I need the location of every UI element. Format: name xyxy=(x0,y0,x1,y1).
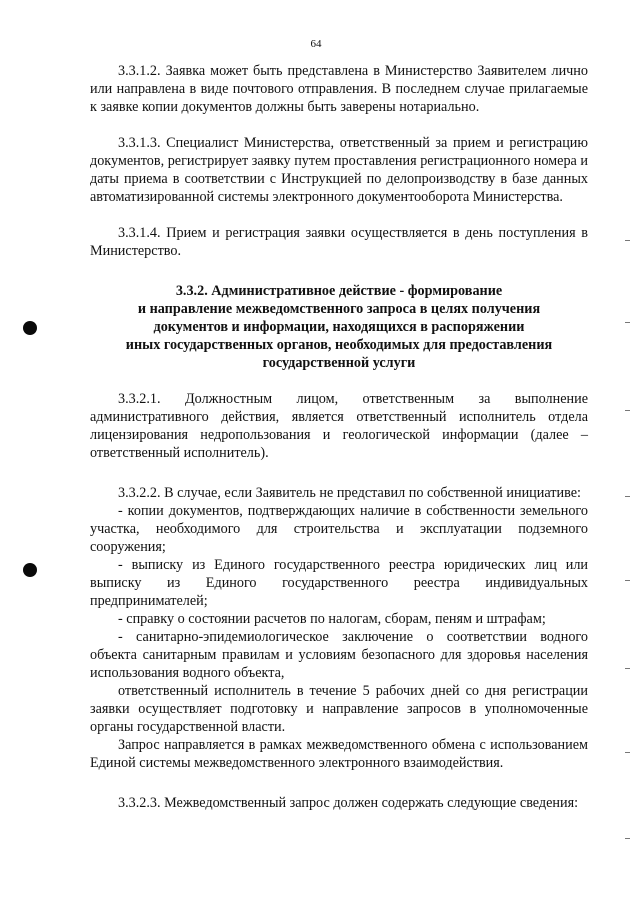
scan-edge-mark xyxy=(625,240,630,241)
paragraph-3-3-1-2: 3.3.1.2. Заявка может быть представлена в Министерство Заявителем лично или направлена в виде почтового отправления. В последнем случае прилагаемые к заявке копии документов должны быть заверены нотариально. xyxy=(90,63,588,115)
scan-edge-mark xyxy=(625,668,630,669)
page-number: 64 xyxy=(310,38,322,50)
heading-line: и направление межведомственного запроса в целях получения xyxy=(137,301,541,317)
scan-edge-mark xyxy=(625,838,630,839)
scan-edge-mark xyxy=(625,580,630,581)
heading-line: 3.3.2. Административное действие - формирование xyxy=(175,283,503,299)
list-item: - копии документов, подтверждающих наличие в собственности земельного участка, необходимого для строительства и эксплуатации подземного сооружения; xyxy=(90,503,588,555)
paragraph-3-3-2-2-result: ответственный исполнитель в течение 5 рабочих дней со дня регистрации заявки осуществляет подготовку и направление запросов в уполномоченные органы государственной власти. xyxy=(90,683,588,735)
heading-line: документов и информации, находящихся в распоряжении xyxy=(153,319,525,335)
scan-edge-mark xyxy=(625,322,630,323)
section-heading-3-3-2 xyxy=(90,282,588,372)
list-item: - выписку из Единого государственного реестра юридических лиц или выписку из Единого государственного реестра индивидуальных предпринимателей; xyxy=(90,557,588,609)
scan-edge-mark xyxy=(625,496,630,497)
scan-edge-mark xyxy=(625,752,630,753)
paragraph-3-3-2-2-request: Запрос направляется в рамках межведомственного обмена с использованием Единой системы межведомственного электронного взаимодействия. xyxy=(90,737,588,771)
list-item: - санитарно-эпидемиологическое заключение о соответствии водного объекта санитарным правилам и условиям безопасного для здоровья населения использования водного объекта, xyxy=(90,629,588,681)
document-body xyxy=(90,62,588,812)
paragraph-3-3-2-3: 3.3.2.3. Межведомственный запрос должен содержать следующие сведения: xyxy=(118,795,579,811)
list-item: - справку о состоянии расчетов по налогам, сборам, пеням и штрафам; xyxy=(118,611,546,627)
punch-hole-top xyxy=(23,321,37,335)
paragraph-3-3-1-3: 3.3.1.3. Специалист Министерства, ответственный за прием и регистрацию документов, регистрирует заявку путем проставления регистрационного номера и даты приема в соответствии с Инструкцией по делопроизводству в базе данных автоматизированной системы электронного документооборота Министерства. xyxy=(90,135,588,205)
paragraph-3-3-1-4: 3.3.1.4. Прием и регистрация заявки осуществляется в день поступления в Министерство. xyxy=(90,225,588,259)
paragraph-3-3-2-2-intro: 3.3.2.2. В случае, если Заявитель не представил по собственной инициативе: xyxy=(118,485,581,501)
punch-hole-bottom xyxy=(23,563,37,577)
scan-edge-mark xyxy=(625,410,630,411)
heading-line: государственной услуги xyxy=(262,355,416,371)
paragraph-3-3-2-1: 3.3.2.1. Должностным лицом, ответственным за выполнение административного действия, является ответственный исполнитель отдела лицензирования недропользования и геологической информации (далее – ответственный исполнитель). xyxy=(90,391,588,461)
heading-line: иных государственных органов, необходимых для предоставления xyxy=(125,337,553,353)
